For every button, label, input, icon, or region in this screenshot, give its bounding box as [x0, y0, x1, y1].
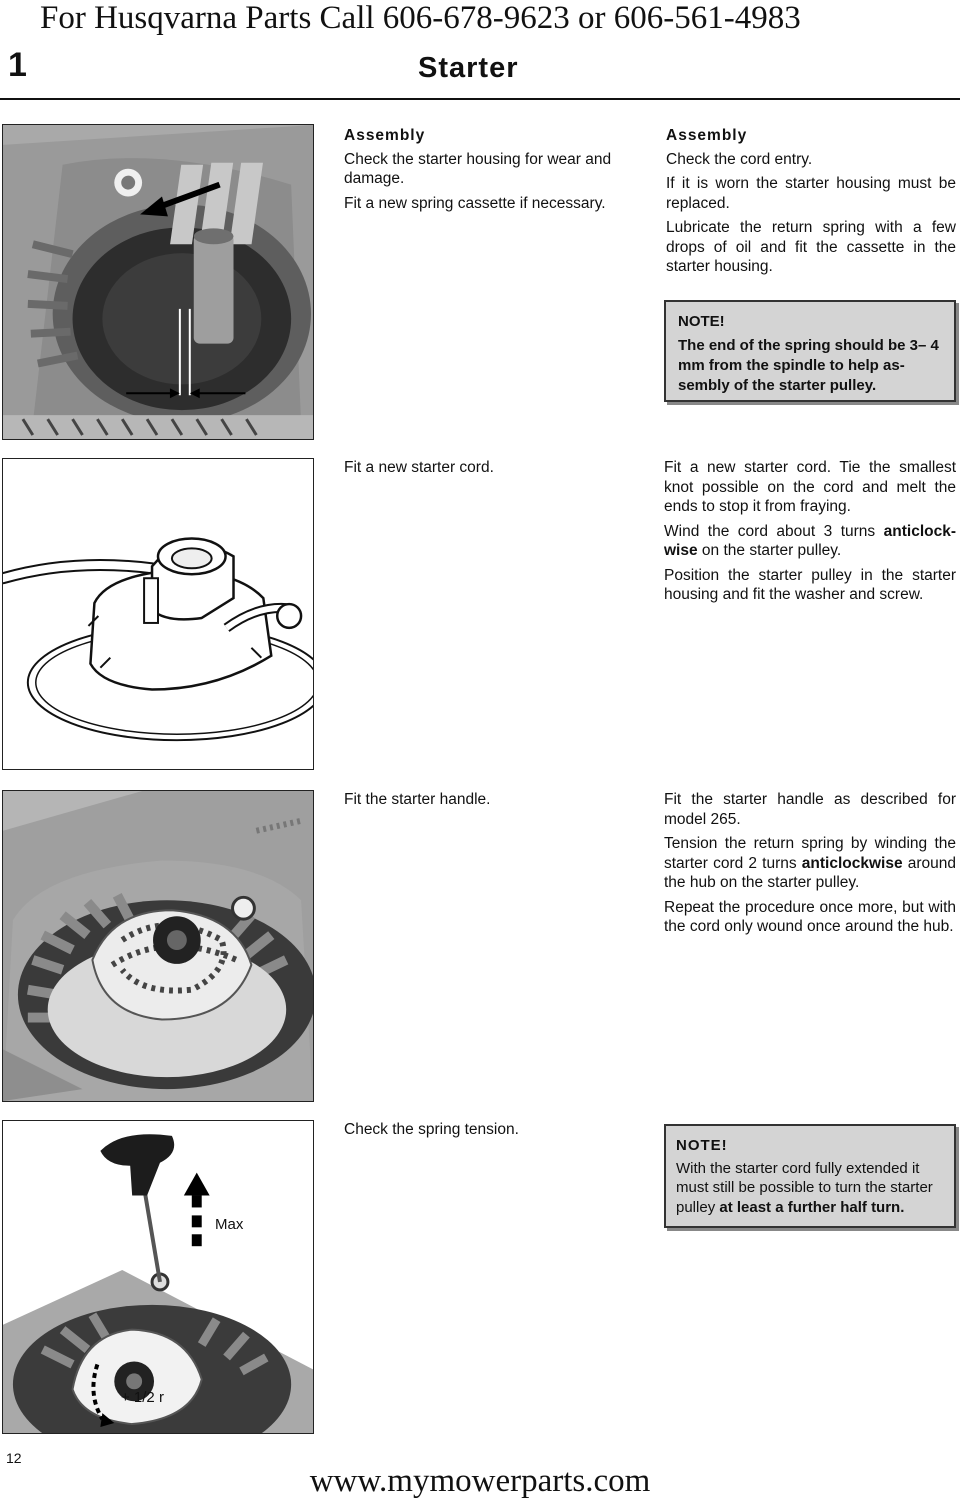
step1-right-heading: Assembly	[666, 127, 748, 144]
note-text	[676, 1159, 944, 1218]
step2-right-p3: Position the starter pulley in the starter housing and fit the washer and screw.	[664, 566, 956, 603]
page-title: Starter	[418, 52, 519, 84]
note-label: NOTE!	[678, 313, 725, 330]
note-text-body: With the starter cord fully extended it must still be possible to turn the starter pulley	[676, 1159, 933, 1216]
step2-p2-end: on the starter pulley.	[697, 542, 842, 559]
step2-right-text	[664, 458, 956, 610]
step3-p2-text: Tension the return spring by winding the starter cord 2 turns	[664, 835, 956, 872]
step2-right-p1: Fit a new starter cord. Tie the smallest knot possible on the cord and melt the ends to stop it from fraying.	[664, 459, 956, 515]
step3-right-p1: Fit the starter handle as described for model 265.	[664, 791, 956, 828]
step1-left-text	[344, 126, 640, 218]
footer-url: www.mymowerparts.com	[309, 1463, 651, 1499]
step2-left-text: Fit a new starter cord.	[344, 459, 494, 476]
step3-p2-bold: anticlockwise	[801, 854, 903, 872]
header-rule	[0, 98, 960, 100]
note-box-tension	[664, 1124, 956, 1228]
step3-left-text: Fit the starter handle.	[344, 791, 491, 808]
step3-p2-end: around the hub on the starter pulley.	[664, 854, 956, 891]
step1-right-text	[666, 126, 956, 282]
step2-p2-text: Wind the cord about 3 turns	[664, 522, 884, 540]
note-label: NOTE!	[676, 1137, 728, 1154]
section-number: 1	[8, 46, 27, 84]
max-label: Max	[215, 1216, 244, 1233]
step2-p2-bold: anticlock-wise	[664, 522, 956, 559]
step1-left-p1: Check the starter housing for wear and damage.	[344, 150, 612, 187]
step1-right-p3: Lubricate the return spring with a few drops of oil and fit the cassette in the starter housing.	[666, 219, 956, 275]
starter-pulley-drawing	[2, 458, 314, 770]
note-box-spring	[664, 300, 956, 402]
dealer-banner: For Husqvarna Parts Call 606-678-9623 or 606-561-4983	[40, 0, 801, 36]
step2-right-p2	[664, 522, 956, 561]
step1-right-p1: Check the cord entry.	[666, 150, 813, 168]
note-text: The end of the spring should be 3– 4 mm from the spindle to help as-sembly of the starter pulley.	[678, 337, 939, 394]
step4-left-text: Check the spring tension.	[344, 1121, 519, 1138]
starter-housing-photo	[2, 124, 314, 440]
step3-right-text	[664, 790, 956, 942]
page-number: 12	[6, 1450, 22, 1466]
step1-left-p2: Fit a new spring cassette if necessary.	[344, 194, 606, 212]
note-text-bold: at least a further half turn.	[719, 1198, 905, 1216]
step1-right-p2: If it is worn the starter housing must be replaced.	[666, 175, 956, 212]
spring-tension-photo	[2, 1120, 314, 1434]
step3-right-p3: Repeat the procedure once more, but with the cord only wound once around the hub.	[664, 898, 956, 935]
half-turn-label: + 1/2 r	[121, 1389, 164, 1406]
starter-handle-photo	[2, 790, 314, 1102]
step1-left-heading: Assembly	[344, 127, 426, 144]
step3-right-p2	[664, 834, 956, 893]
